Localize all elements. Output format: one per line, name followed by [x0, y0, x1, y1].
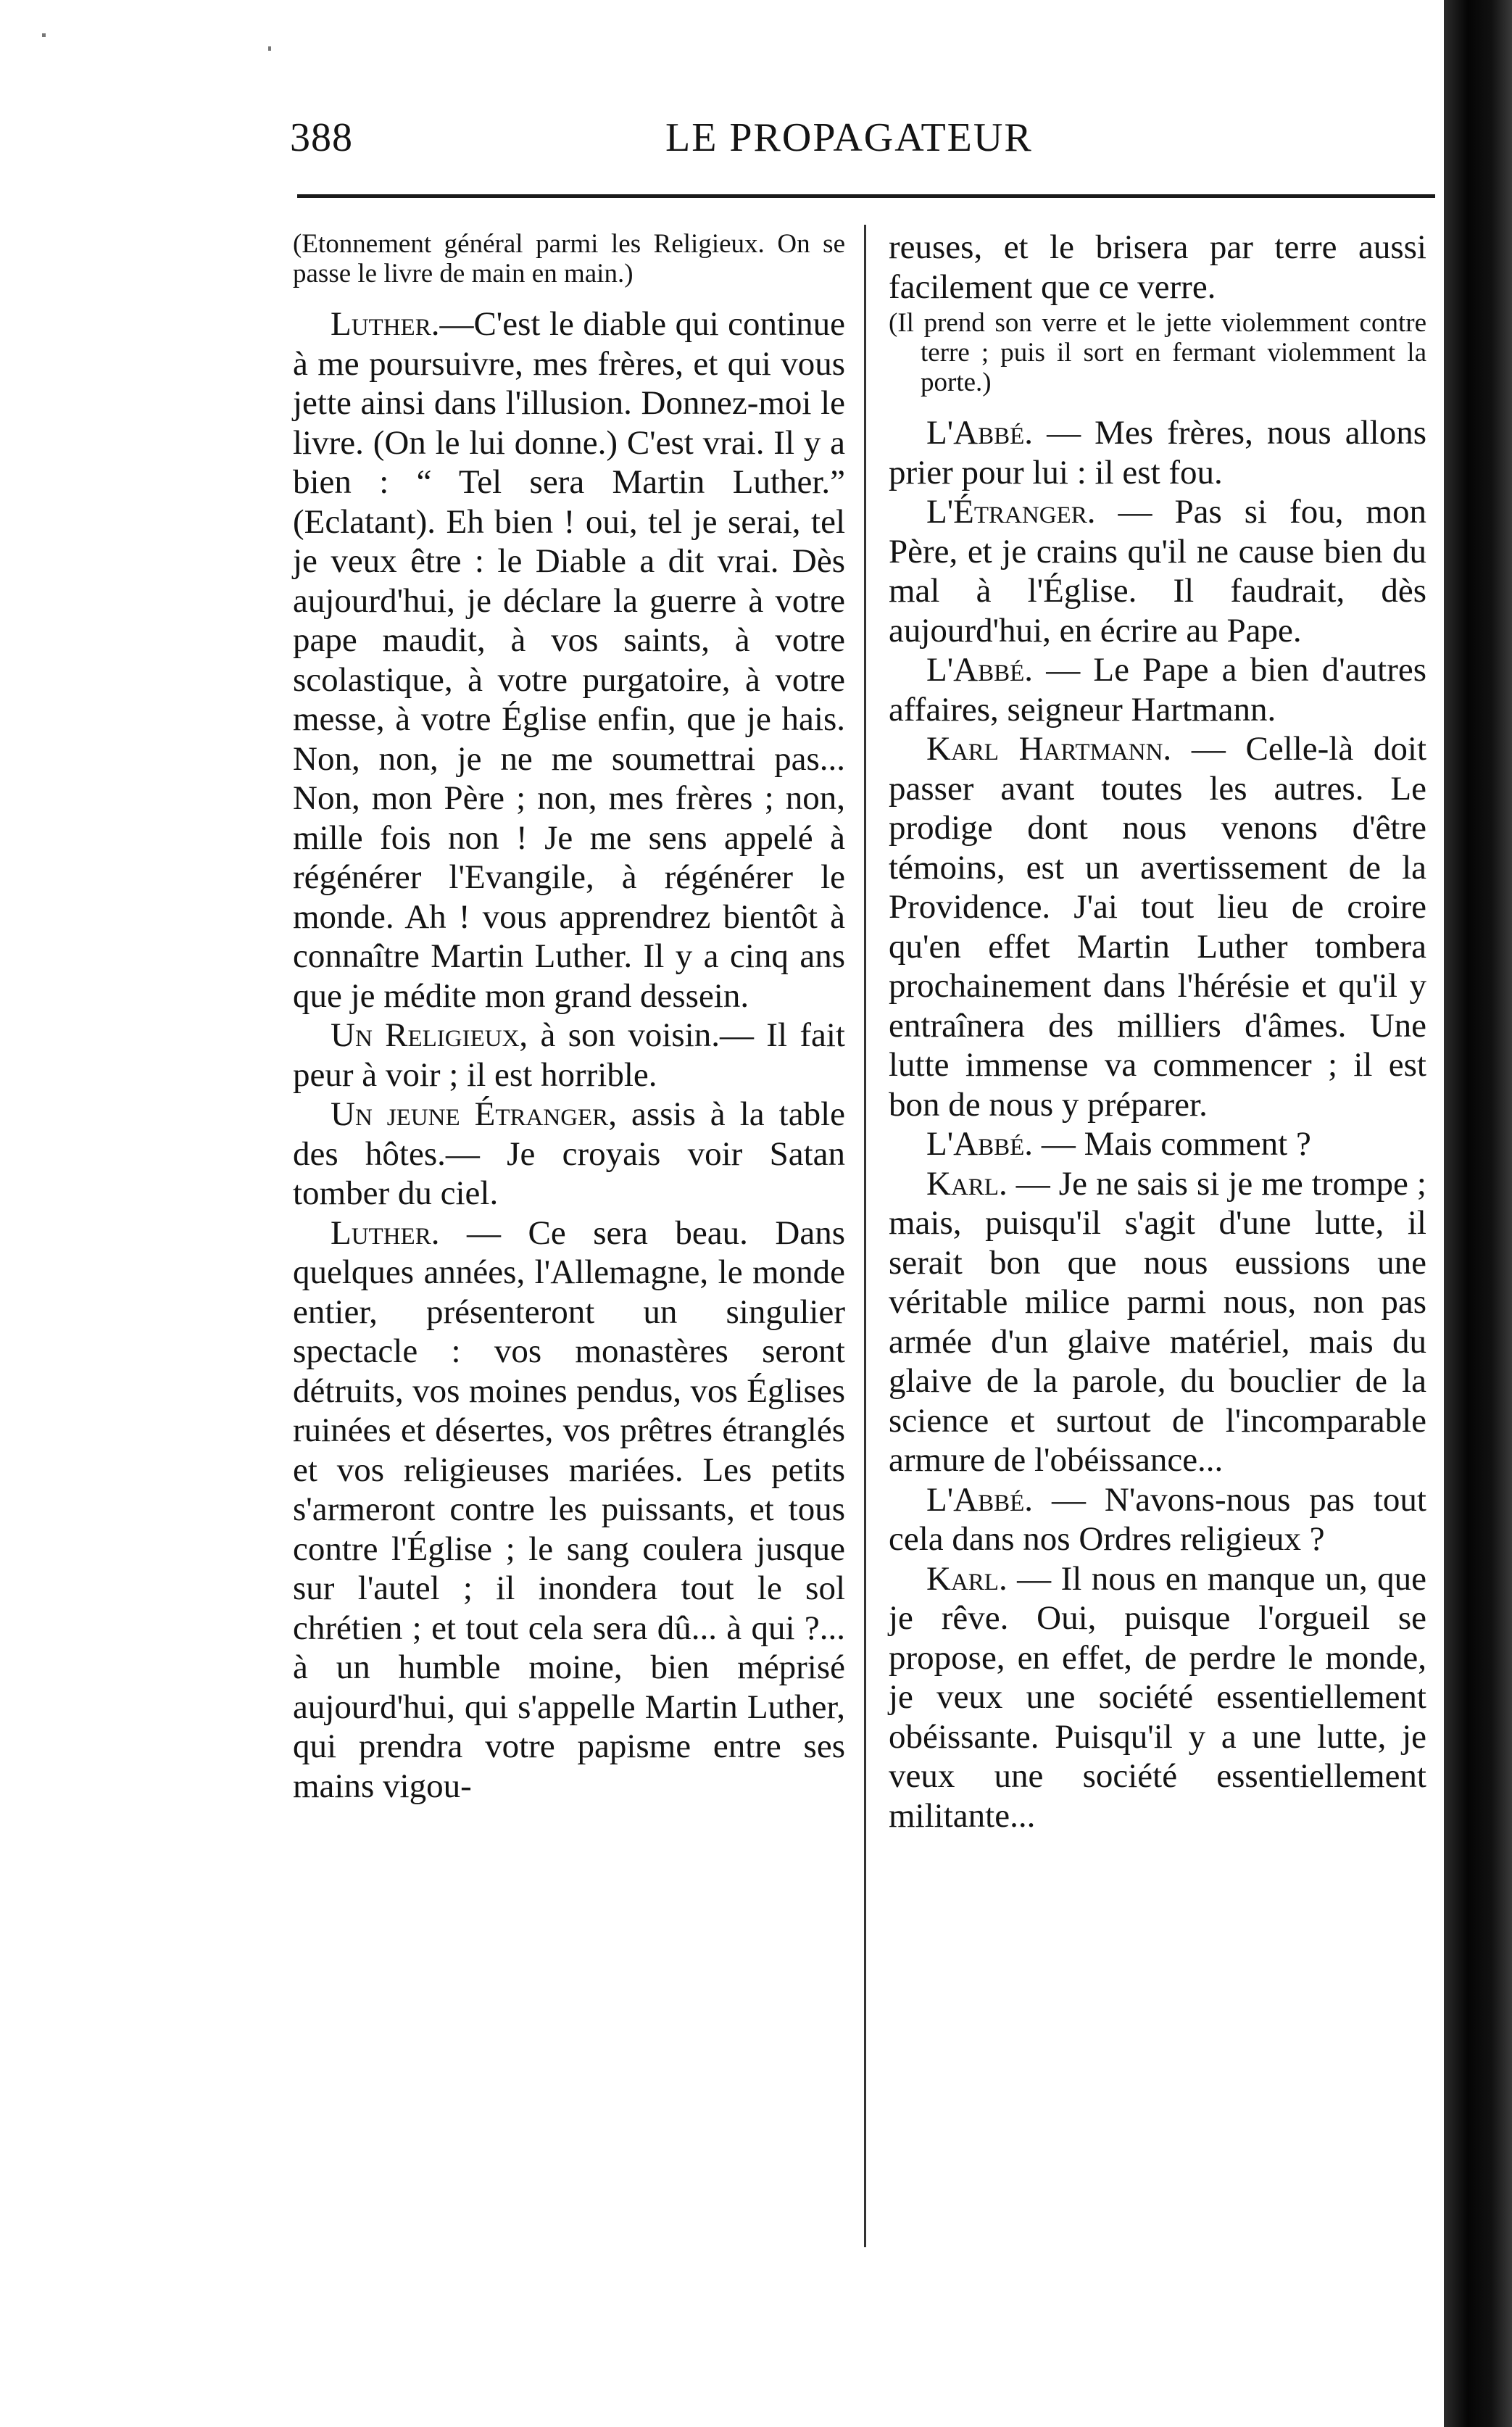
column-divider: [864, 225, 866, 2247]
paragraph-text: — Mais comment ?: [1033, 1125, 1311, 1163]
paragraph-text: —C'est le diable qui continue à me poursuivre, mes frères, et qui vous jette ainsi dans l'illusion. Donnez-moi le livre. (On le lui donne.) C'est vrai. Il y a bien : “ Tel sera Martin Luther.” (Eclatant). Eh bien ! oui, tel je serai, tel je veux être : le Diable a dit vrai. Dès aujourd'hui, je déclare la guerre à votre pape maudit, à vos saints, à votre scolastique, à votre purgatoire, à votre messe, à votre Église enfin, que je hais. Non, non, je ne me soumettrai pas... Non, mon Père ; non, mes frères ; non, mille fois non ! Je me sens appelé à régénérer l'Evangile, à régénérer le monde. Ah ! vous apprendrez bientôt à connaître Martin Luther. Il y a cinq ans que je médite mon grand dessein.: [293, 305, 845, 1015]
speaker-name: L'Abbé.: [926, 1125, 1034, 1163]
dialogue-paragraph: [889, 1480, 1426, 1559]
paragraph-text: reuses, et le brisera par terre aussi facilement que ce verre.: [889, 228, 1426, 306]
speaker-name: Luther.: [331, 305, 440, 343]
speaker-name: Karl Hartmann.: [926, 730, 1172, 768]
speaker-name: L'Étranger.: [926, 493, 1096, 531]
dialogue-paragraph: [889, 1559, 1426, 1836]
book-spine-shadow: [1444, 0, 1512, 2427]
paragraph-text: (Il prend son verre et le jette violemment contre terre ; puis il sort en fermant violemment la porte.): [889, 308, 1426, 397]
paragraph-text: — N'avons-nous pas tout cela dans nos Ordres religieux ?: [889, 1480, 1426, 1558]
dialogue-paragraph: [293, 1016, 845, 1095]
speaker-name: L'Abbé.: [926, 1480, 1034, 1519]
dialogue-paragraph: [889, 492, 1426, 650]
speaker-name: Luther.: [331, 1214, 440, 1252]
stage-direction: [293, 229, 845, 289]
speaker-name: Karl.: [926, 1164, 1008, 1203]
dialogue-paragraph: [889, 650, 1426, 729]
paragraph-text: — Celle-là doit passer avant toutes les autres. Le prodige dont nous venons d'être témoins, est un avertissement de la Providence. J'ai tout lieu de croire qu'en effet Martin Luther tombera prochainement dans l'hérésie et qu'il y entraînera des milliers d'âmes. Une lutte immense va commencer ; il est bon de nous y préparer.: [889, 730, 1426, 1124]
stage-direction: [889, 308, 1426, 397]
dialogue-paragraph: [293, 1214, 845, 1806]
dialogue-paragraph: [889, 729, 1426, 1124]
speaker-name: Un jeune Étranger,: [331, 1095, 617, 1133]
speaker-name: L'Abbé.: [926, 651, 1034, 689]
paragraph-text: — Mes frères, nous allons prier pour lui : il est fou.: [889, 414, 1426, 491]
speaker-name: Karl.: [926, 1559, 1008, 1598]
paragraph-text: à son voisin.— Il fait peur à voir ; il est horrible.: [293, 1016, 845, 1094]
paragraph-text: — Ce sera beau. Dans quelques années, l'Allemagne, le monde entier, présenteront un singulier spectacle : vos monastères seront détruits, vos moines pendus, vos Églises ruinées et désertes, vos prêtres étranglés et vos religieuses mariées. Les petits s'armeront contre les puissants, et tous contre l'Église ; le sang coulera jusque sur l'autel ; il inondera tout le sol chrétien ; et tout cela sera dû... à qui ?... à un humble moine, bien méprisé aujourd'hui, qui s'appelle Martin Luther, qui prendra votre papisme entre ses mains vigou-: [293, 1214, 845, 1805]
dialogue-paragraph: [889, 1124, 1426, 1164]
paragraph-text: — Il nous en manque un, que je rêve. Oui, puisque l'orgueil se propose, en effet, de perdre le monde, je veux une société essentiellement obéissante. Puisqu'il y a une lutte, je veux une société essentiellement militante...: [889, 1559, 1426, 1835]
page-header: [290, 115, 1435, 165]
right-column: [889, 228, 1426, 1835]
left-column: [293, 228, 845, 1806]
paragraph-text: assis à la table des hôtes.— Je croyais voir Satan tomber du ciel.: [293, 1095, 845, 1212]
paper-speck: [42, 33, 46, 37]
paragraph-text: (Etonnement général parmi les Religieux. On se passe le livre de main en main.): [293, 229, 845, 289]
dialogue-paragraph: [889, 413, 1426, 492]
speaker-name: L'Abbé.: [926, 414, 1034, 452]
header-rule: [297, 194, 1435, 198]
continued-paragraph: [889, 228, 1426, 307]
dialogue-paragraph: [293, 1095, 845, 1214]
paper-speck: [268, 46, 271, 51]
page-number: 388: [290, 115, 353, 160]
running-title: LE PROPAGATEUR: [665, 115, 1033, 160]
dialogue-paragraph: [293, 304, 845, 1016]
paragraph-text: — Le Pape a bien d'autres affaires, seigneur Hartmann.: [889, 651, 1426, 729]
paragraph-text: — Pas si fou, mon Père, et je crains qu'il ne cause bien du mal à l'Église. Il faudrait, dès aujourd'hui, en écrire au Pape.: [889, 493, 1426, 650]
dialogue-paragraph: [889, 1164, 1426, 1480]
speaker-name: Un Religieux,: [331, 1016, 528, 1054]
paragraph-text: — Je ne sais si je me trompe ; mais, puisqu'il s'agit d'une lutte, il serait bon que nous eussions une véritable milice parmi nous, non pas armée d'un glaive matériel, mais du glaive de la parole, du bouclier de la science et surtout de l'incomparable armure de l'obéissance...: [889, 1164, 1426, 1479]
